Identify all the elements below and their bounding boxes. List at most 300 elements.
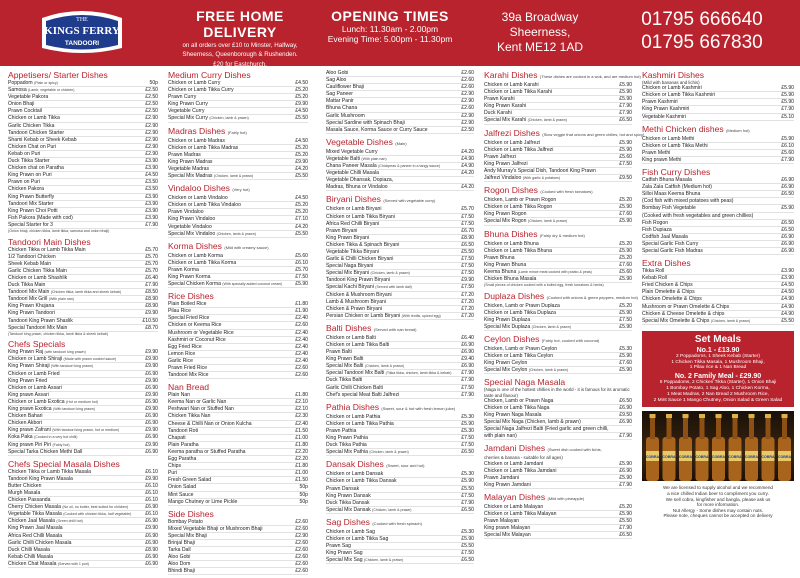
menu-item-price: £5.90 [619, 146, 632, 153]
menu-item-price: £2.90 [461, 119, 474, 126]
menu-item [8, 310, 158, 317]
menu-item-name [8, 511, 143, 517]
item-name-text: King Prawn Curry [168, 101, 208, 108]
menu-item-name [168, 209, 293, 215]
menu-item [484, 518, 632, 525]
menu-item-name [326, 363, 459, 369]
item-name-text: Chicken or Lamb Tikka Rogon [484, 204, 553, 211]
menu-item [326, 342, 474, 349]
menu-item [8, 554, 158, 561]
menu-section [168, 241, 308, 288]
menu-item-name [326, 493, 459, 499]
menu-item [8, 275, 158, 282]
menu-item-price: £6.90 [781, 233, 794, 240]
set-meal-1-line: 1 Chicken Tikka Masala, 1 Mushroom Bhaji, [671, 359, 765, 365]
menu-item-price: £2.60 [461, 84, 474, 91]
section-title [326, 194, 474, 206]
menu-item-price: £5.10 [781, 113, 794, 120]
menu-item [168, 159, 308, 166]
item-name-text: Prawn on Puri [8, 179, 40, 186]
item-name-text: Chicken or Lamb Bhuna [484, 240, 539, 247]
section-title [484, 334, 632, 346]
menu-item [168, 173, 308, 180]
delivery-title: FREE HOME DELIVERY [196, 8, 284, 40]
menu-item [8, 282, 158, 289]
menu-item [168, 456, 308, 463]
menu-item-name [484, 175, 617, 181]
menu-item-name [8, 378, 143, 384]
menu-item-price: £6.50 [781, 226, 794, 233]
menu-item [168, 216, 308, 223]
item-name-text: Cheese & Chilli Nan or Onion Kulcha [168, 420, 252, 427]
menu-item [326, 84, 474, 91]
item-name-text: Chicken or Lamb Tikka Curry [168, 87, 234, 94]
menu-item [8, 179, 158, 186]
menu-item-price: £8.90 [145, 296, 158, 303]
menu-item-name [642, 177, 779, 183]
item-description: (Served with 1 puri) [57, 561, 90, 566]
menu-item [326, 507, 474, 514]
menu-item [8, 158, 158, 165]
delivery-line: Sheerness, Queenborough & Rushenden. [182, 51, 298, 59]
section-description: cherries & banana - suitable for all ages) [484, 455, 563, 461]
menu-item-name [168, 499, 298, 505]
menu-item-price: £8.70 [145, 324, 158, 331]
menu-item [168, 477, 308, 484]
menu-item [484, 82, 632, 89]
section-note: (Sweet, sour & hot with fresh lemon juice) [381, 405, 456, 411]
section-title [8, 237, 158, 247]
item-name-text: Madras, Bhuna or Vindaloo [326, 184, 388, 191]
menu-section [326, 194, 474, 320]
menu-item-price: £5.50 [461, 485, 474, 492]
menu-item-price: £2.30 [295, 413, 308, 420]
menu-item [8, 497, 158, 504]
menu-item-price: £1.80 [295, 441, 308, 448]
menu-item [484, 317, 632, 324]
menu-item-price: £6.90 [145, 539, 158, 546]
item-name-text: Chicken Akbori [8, 420, 42, 427]
menu-item-name [326, 335, 459, 341]
menu-item-name [326, 284, 459, 290]
menu-item [642, 296, 794, 303]
menu-item-price: £6.50 [461, 241, 474, 248]
item-name-text: Kashmiri or Coconut Rice [168, 336, 226, 343]
menu-item-price: £6.90 [145, 448, 158, 455]
menu-item-name [8, 449, 143, 455]
section-title [326, 459, 474, 471]
menu-item-name [8, 201, 143, 207]
item-name-text: Chicken or Lamb Korma [168, 252, 223, 259]
section-title [484, 377, 632, 387]
menu-item [326, 385, 474, 392]
menu-item [168, 195, 308, 202]
menu-item-name [168, 301, 293, 307]
menu-item-name [8, 222, 143, 228]
menu-item-name [168, 351, 293, 357]
menu-item-price: £6.90 [145, 504, 158, 511]
menu-item [168, 344, 308, 351]
item-name-text: Special Mix Vindaloo [168, 230, 216, 237]
menu-item [326, 306, 474, 313]
menu-item [168, 554, 308, 561]
item-name-text: Chicken or Lamb Kashmiri [642, 85, 702, 92]
section-title [642, 70, 794, 80]
item-name-text: Chicken or Lamb Karahi [484, 82, 539, 88]
menu-section [326, 402, 474, 457]
menu-item [326, 435, 474, 442]
menu-item [8, 247, 158, 254]
menu-item [168, 231, 308, 238]
menu-item-price: £6.90 [461, 363, 474, 370]
menu-item-name [484, 117, 617, 123]
item-name-text: Chicken or Lamb Tikka Bhuna [484, 247, 552, 254]
menu-item-price: £5.90 [781, 135, 794, 142]
item-name-text: Prawn Curry [168, 94, 197, 101]
menu-item-name [484, 482, 617, 488]
menu-item-name [484, 317, 617, 323]
menu-item-name [326, 91, 459, 97]
menu-item [326, 471, 474, 478]
section-title [642, 167, 794, 177]
menu-item [484, 140, 632, 147]
beer-label: COBRA [662, 455, 676, 460]
menu-item-price: £1.80 [295, 463, 308, 470]
item-name-text: King Prawn Dansak [326, 492, 371, 499]
menu-item [484, 504, 632, 511]
menu-item [8, 137, 158, 144]
menu-item-name [484, 204, 617, 210]
menu-item [642, 92, 794, 99]
menu-item [642, 282, 794, 289]
set-meals-title: Set Meals [694, 333, 742, 345]
item-name-text: Chicken or Lamb Exotica [8, 398, 65, 405]
menu-item-price: £6.10 [145, 489, 158, 496]
menu-item-price: £7.20 [461, 312, 474, 319]
menu-item-price [792, 198, 794, 204]
menu-item-name [8, 476, 143, 482]
item-name-text: Tandoori King Prawn Biryani [326, 277, 390, 284]
beer-bottle-icon [695, 414, 709, 481]
beer-label: COBRA [728, 455, 742, 460]
menu-item [8, 420, 158, 427]
menu-item-name [642, 114, 779, 120]
item-name-text: King Prawn Biryani [326, 234, 370, 241]
menu-item-price: £1.90 [295, 308, 308, 315]
menu-section [484, 290, 638, 331]
menu-item-name [484, 525, 617, 531]
item-name-text: Chicken Tikka & Spinach Biryani [326, 241, 400, 248]
item-name-text: King Prawn Fried [8, 377, 48, 384]
item-name-text: Chicken Bahari [8, 413, 43, 420]
menu-item-name [484, 511, 617, 517]
menu-item-price: £7.90 [461, 391, 474, 398]
menu-item-price: £5.20 [619, 240, 632, 247]
menu-item [8, 476, 158, 483]
section-note: (Mild with pineapple) [547, 495, 585, 501]
menu-item-price: £5.70 [145, 267, 158, 274]
menu-item-name [484, 426, 630, 432]
menu-item-name [326, 277, 459, 283]
item-name-text: King prawn Zafrani [8, 427, 51, 434]
phone-number-1[interactable]: 01795 666640 [641, 9, 763, 30]
menu-item [642, 234, 794, 241]
item-name-text: Chicken or Lamb Biryani [326, 206, 382, 213]
menu-item-name [8, 108, 143, 114]
menu-item-price: £6.50 [619, 397, 632, 404]
menu-item-name [484, 405, 617, 411]
phone-numbers [612, 8, 792, 54]
item-name-text: Mushroom or Vegetable Rice [168, 329, 234, 336]
section-title [642, 124, 794, 136]
menu-item [326, 156, 474, 163]
item-name-text: Chicken, Lamb or Prawn Ceylon [484, 346, 558, 353]
menu-item-name [326, 449, 459, 455]
times-lunch: Lunch: 11.30am - 2.00pm [341, 24, 439, 34]
menu-item-price: £6.90 [781, 247, 794, 254]
menu-item-name [168, 253, 293, 259]
menu-item [8, 108, 158, 115]
item-description: (Chicken, lamb & prawn) [363, 558, 404, 563]
menu-item [484, 511, 632, 518]
item-name-text: Bhuna Chana [326, 105, 358, 112]
menu-item-price: £6.10 [145, 497, 158, 504]
menu-item-price: 50p [149, 80, 158, 86]
item-name-text: Garlic Chicken Tikka Main [8, 267, 67, 274]
menu-item [484, 241, 632, 248]
footer-line: a nice chilled Indian beer to compliment you curry. [667, 491, 769, 496]
menu-item-name [326, 221, 459, 227]
menu-item-price: £1.00 [295, 470, 308, 477]
item-name-text: Chicken Omelette & Chips [642, 296, 702, 303]
menu-item-name [8, 540, 143, 546]
item-name-text: Chips [168, 463, 182, 470]
menu-item-price: £9.90 [145, 310, 158, 317]
section-footnote: (Tandoori king prawn, chicken tikka, lamb tikka & sheek kebab) [8, 331, 109, 336]
item-description: (Cooked in a very hot chilli) [34, 435, 78, 440]
menu-item-price: £4.50 [781, 282, 794, 289]
menu-item [8, 469, 158, 476]
menu-item-price: £2.40 [295, 315, 308, 322]
menu-item-price: £6.90 [145, 413, 158, 420]
item-name-text: Prawn Sag [326, 543, 351, 550]
menu-item [484, 248, 632, 255]
menu-item [168, 492, 308, 499]
menu-item-price: £2.40 [295, 420, 308, 427]
menu-item-name [168, 101, 293, 107]
menu-item-price: £8.50 [145, 289, 158, 296]
menu-item-price: £7.90 [781, 156, 794, 163]
item-name-text: Duck Chilli Masala [8, 546, 50, 553]
item-description: (With plain nan) [48, 297, 74, 302]
menu-item [642, 143, 794, 150]
item-name-text: Aloo Dom [168, 561, 191, 568]
menu-item-name [642, 106, 779, 112]
menu-item-name [484, 218, 617, 224]
set-meal-2-line: 1 Meat Madras, 2 Nan Bread 2 Mushroom Rice, [667, 391, 769, 397]
menu-item-name [8, 533, 143, 539]
menu-item-price: £7.50 [461, 220, 474, 227]
item-name-text: Chicken or Lamb Vindaloo [168, 195, 228, 202]
menu-item-price: £5.20 [295, 202, 308, 209]
menu-item [326, 313, 474, 320]
menu-item [326, 414, 474, 421]
menu-item-price: £6.90 [145, 420, 158, 427]
menu-item [642, 311, 794, 318]
menu-item [326, 421, 474, 428]
menu-item-price: £5.90 [461, 535, 474, 542]
menu-item [484, 276, 632, 283]
menu-item-price: £7.50 [619, 316, 632, 323]
menu-item [642, 136, 794, 143]
menu-item [168, 330, 308, 337]
restaurant-logo [36, 4, 128, 58]
item-name-text: Chicken or Lamb Tikka Biryani [326, 213, 395, 220]
item-name-text: Africa Red Chilli Masala [8, 532, 63, 539]
item-name-text: Shami Kebab or Sheek Kebab [8, 136, 77, 143]
menu-item-name [326, 557, 459, 563]
menu-item [642, 304, 794, 311]
item-name-text: King Prawn Ceylon [484, 360, 528, 367]
section-title [168, 509, 308, 519]
item-name-text: Chicken or Lamb Tikka Duplaza [484, 309, 556, 316]
item-name-text: Onion Salad [168, 484, 197, 491]
menu-item-name [168, 274, 293, 280]
menu-item-name [484, 518, 617, 524]
item-name-text: Duck Tikka Balti [326, 377, 363, 384]
item-name-text: Mushroom or Prawn Omelette & Chips [642, 303, 730, 310]
times-evening: Evening Time: 5.00pm - 11.30pm [327, 34, 453, 44]
item-name-text: Butter Chicken [8, 482, 42, 489]
item-name-text: Chicken or Lamb Tikka Dansak [326, 478, 397, 485]
section-title-text: Vindaloo Dishes [168, 183, 230, 194]
menu-item-price: £5.50 [295, 230, 308, 237]
menu-item-name [168, 337, 293, 343]
menu-item [168, 484, 308, 491]
footer-line: for more information. [696, 502, 740, 508]
menu-item-name [326, 263, 459, 269]
section-title-text: Tandoori Main Dishes [8, 236, 91, 247]
item-name-text: Prawn Karahi [484, 96, 515, 103]
menu-item [642, 213, 794, 220]
item-description: (No oil, no butter, best suited for children) [62, 505, 129, 510]
set-meals-panel [642, 331, 794, 408]
section-title-text: Karahi Dishes [484, 70, 538, 80]
menu-item-name [8, 483, 143, 489]
menu-section [168, 291, 308, 379]
section-title-text: Sag Dishes [326, 516, 370, 527]
item-name-text: Bombay Fish Vegetable [642, 205, 696, 212]
phone-number-2[interactable]: 01795 667830 [641, 32, 763, 53]
menu-item-name [326, 486, 459, 492]
menu-item-name [8, 371, 143, 377]
menu-item-name [168, 561, 293, 567]
item-description: (With plain nan) [361, 156, 387, 161]
item-name-text: Prawn Dansak [326, 485, 360, 492]
menu-item-name [484, 197, 617, 203]
menu-item-price: £7.50 [461, 384, 474, 391]
menu-item-name [484, 433, 617, 439]
menu-item-name [168, 428, 293, 434]
item-name-text: King Prawn Rogon [484, 211, 527, 218]
item-name-text: Kebab on Puri [8, 150, 41, 157]
item-name-text: (Cod fish with mixed potatoes with peas) [642, 198, 734, 205]
menu-item-price: £7.20 [461, 291, 474, 298]
menu-item [8, 483, 158, 490]
menu-section [326, 70, 474, 134]
item-name-text: Puri [168, 470, 178, 477]
menu-item [642, 205, 794, 212]
menu-item [8, 115, 158, 122]
menu-item-name [168, 519, 293, 525]
menu-section [8, 237, 158, 337]
menu-item-name [642, 241, 779, 247]
item-name-text: Special Mix Sag [326, 557, 363, 564]
menu-item [8, 356, 158, 363]
menu-item-name [168, 166, 293, 172]
menu-item [168, 308, 308, 315]
menu-item-name [642, 99, 779, 105]
item-name-text: Chicken Bhuna Masala [484, 275, 537, 282]
menu-item-price: £6.10 [781, 142, 794, 149]
item-name-text: Special Mix Biryani [326, 270, 370, 277]
menu-section [484, 70, 641, 125]
menu-item-price: £3.50 [145, 186, 158, 193]
menu-item-name [484, 367, 617, 373]
menu-item [326, 70, 474, 77]
menu-item-name [642, 150, 779, 156]
menu-item [8, 427, 158, 434]
menu-item [168, 540, 308, 547]
section-note: (Slow veggie that onions and green chilies, hot and spicy) [542, 131, 645, 137]
menu-item [8, 296, 158, 303]
item-name-text: Garlic Mushroom [326, 112, 365, 119]
item-name-text: Special Mix Madras [168, 173, 213, 180]
menu-item-name [168, 463, 293, 469]
menu-item [168, 267, 308, 274]
menu-item-price: £4.90 [781, 303, 794, 310]
times-title: OPENING TIMES [331, 8, 449, 24]
menu-item-name [642, 157, 779, 163]
menu-item-price: £7.50 [461, 256, 474, 263]
logo-line-2: KINGS FERRY [44, 25, 120, 37]
section-title-text: Biryani Dishes [326, 194, 381, 205]
menu-item [326, 105, 474, 112]
item-name-text: Aloo Gobi [326, 70, 349, 76]
item-name-text: Tarka Dall [168, 547, 191, 554]
menu-item-price: £2.90 [461, 91, 474, 98]
menu-item-name [168, 554, 293, 560]
section-title-text: Ceylon Dishes [484, 334, 540, 345]
menu-item [484, 211, 632, 218]
menu-item-price: £5.50 [295, 115, 308, 122]
menu-item [484, 525, 632, 532]
menu-item-price: £5.90 [619, 247, 632, 254]
restaurant-address [470, 10, 610, 55]
menu-item [8, 254, 158, 261]
item-name-text: Andy Murray's Special Dish, Tandoori King Prawn [484, 167, 596, 174]
menu-item [168, 399, 308, 406]
menu-item-name [484, 147, 617, 153]
menu-item [8, 392, 158, 399]
section-title-text: Methi Chicken dishes [642, 123, 724, 134]
menu-item [168, 322, 308, 329]
menu-item-name [326, 77, 459, 83]
menu-item-price: £9.40 [461, 356, 474, 363]
section-note: (Cooked with onions & green peppers, medium hot) [546, 294, 638, 300]
menu-item-name [326, 356, 459, 362]
menu-item-price: £3.90 [781, 275, 794, 282]
